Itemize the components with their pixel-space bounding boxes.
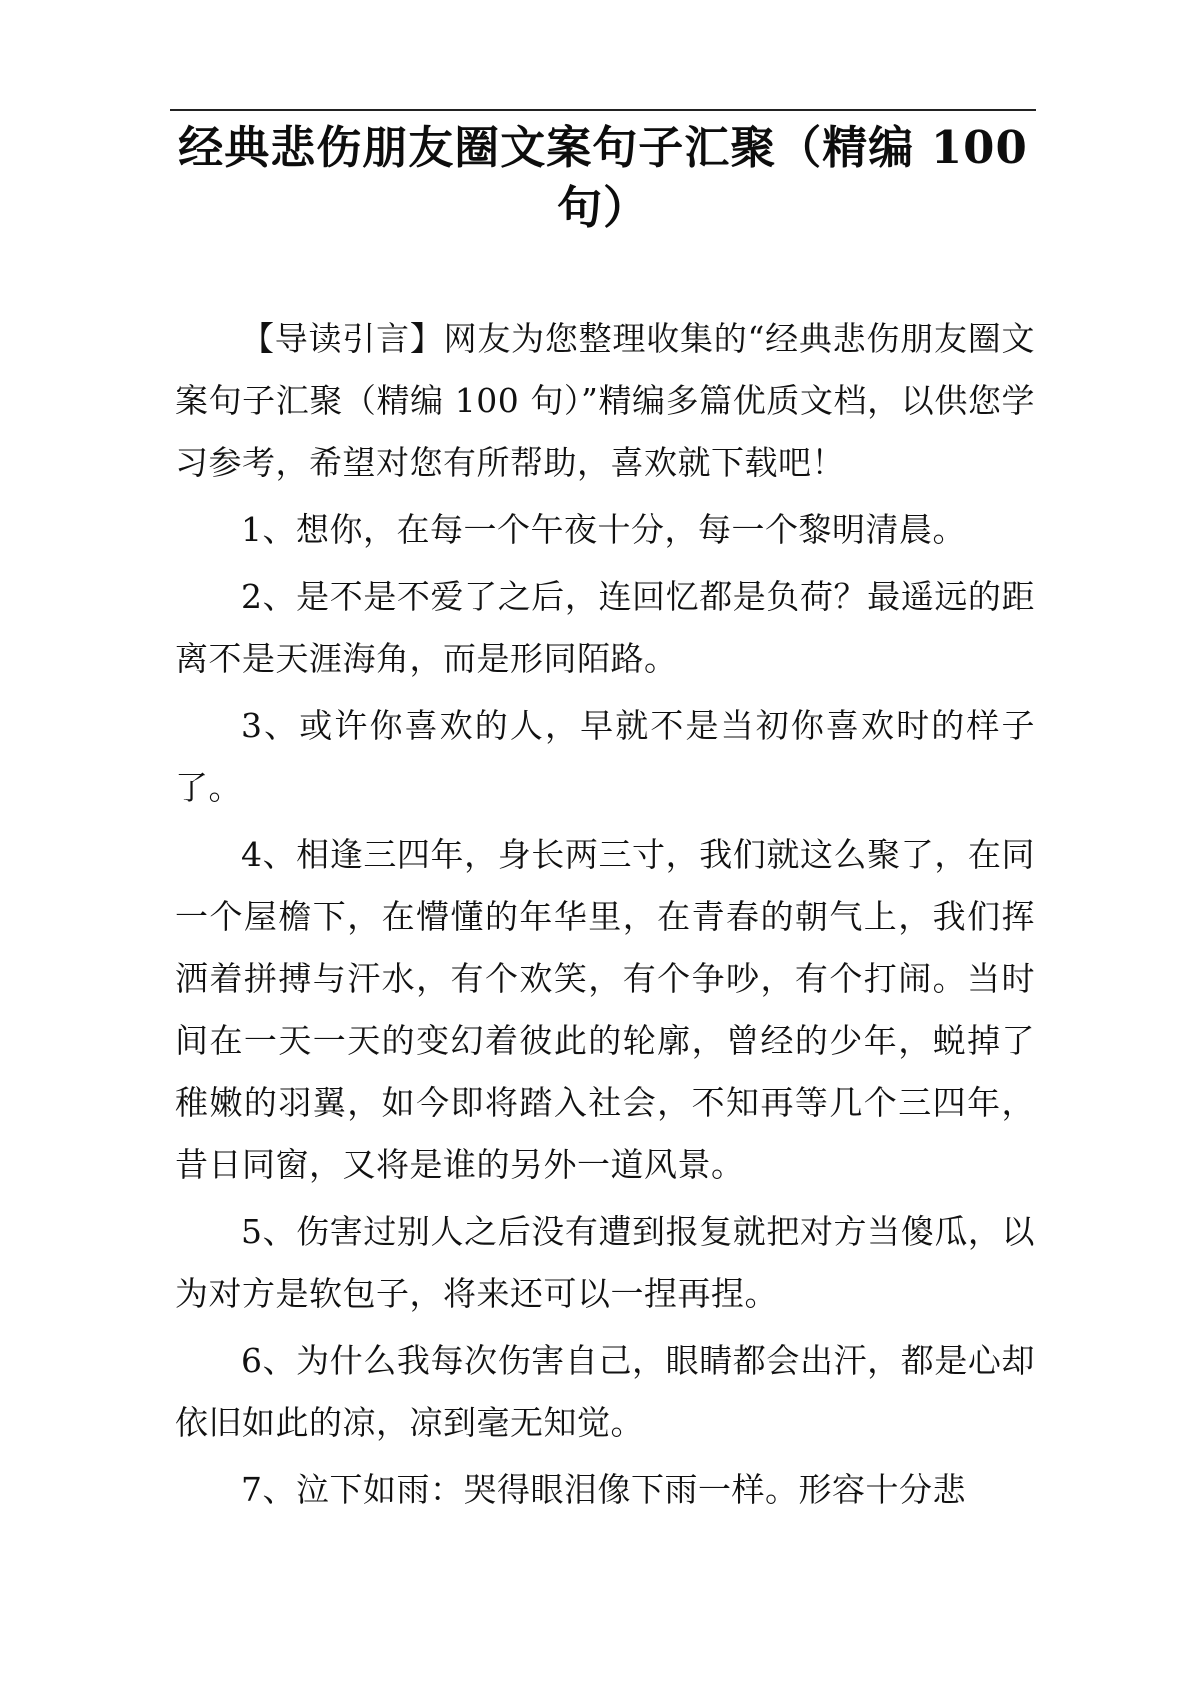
list-item: 2、是不是不爱了之后，连回忆都是负荷？最遥远的距离不是天涯海角，而是形同陌路。 (175, 577, 1035, 678)
intro-paragraph: 【导读引言】网友为您整理收集的“经典悲伤朋友圈文案句子汇聚（精编 100 句）”精编多篇优质文档，以供您学习参考，希望对您有所帮助，喜欢就下载吧！ (175, 319, 1035, 482)
list-item: 1、想你，在每一个午夜十分，每一个黎明清晨。 (241, 510, 966, 549)
list-item: 6、为什么我每次伤害自己，眼睛都会出汗，都是心却依旧如此的凉，凉到毫无知觉。 (175, 1341, 1035, 1442)
list-item: 3、或许你喜欢的人，早就不是当初你喜欢时的样子了。 (175, 706, 1035, 807)
document-title: 经典悲伤朋友圈文案句子汇聚（精编 100 句） (178, 121, 1028, 234)
list-item: 4、相逢三四年，身长两三寸，我们就这么聚了，在同一个屋檐下，在懵懂的年华里，在青春的朝气上，我们挥洒着拼搏与汗水，有个欢笑，有个争吵，有个打闹。当时间在一天一天的变幻着彼此的轮廓，曾经的少年，蜕掉了稚嫩的羽翼，如今即将踏入社会，不知再等几个三四年，昔日同窗，又将是谁的另外一道风景。 (175, 835, 1035, 1184)
header-rule (170, 109, 1036, 111)
document-body (175, 308, 1035, 1526)
list-item: 5、伤害过别人之后没有遭到报复就把对方当傻瓜，以为对方是软包子，将来还可以一捏再捏。 (175, 1212, 1035, 1313)
list-item: 7、泣下如雨：哭得眼泪像下雨一样。形容十分悲 (241, 1470, 966, 1509)
